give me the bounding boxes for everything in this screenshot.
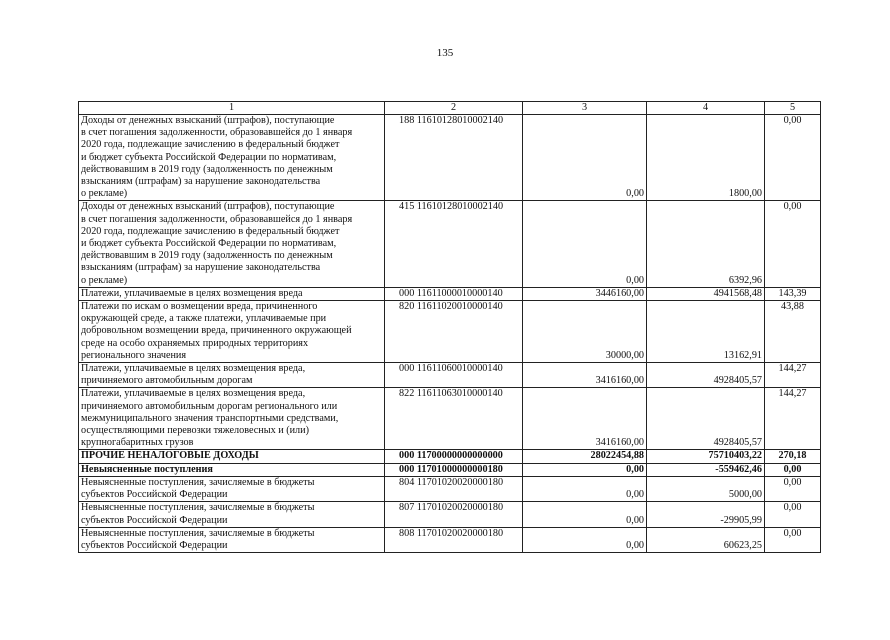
description-line: в счет погашения задолженности, образовавшейся до 1 января	[81, 127, 353, 139]
execution-percent: 0,00	[765, 502, 821, 527]
description-line: о рекламе)	[81, 188, 128, 200]
description-line: взысканиям (штрафам) за нарушение законодательства	[81, 176, 321, 188]
row-description	[79, 388, 385, 450]
description-line: причиняемого автомобильным дорогам регионального или	[81, 400, 338, 412]
table-row	[79, 115, 821, 201]
actual-amount: 4928405,57	[647, 388, 765, 450]
plan-amount: 0,00	[523, 201, 647, 287]
actual-amount: 1800,00	[647, 115, 765, 201]
description-line: действовавшим в 2019 году (задолженность по денежным	[81, 163, 333, 175]
description-line: Платежи, уплачиваемые в целях возмещения вреда,	[81, 388, 306, 400]
description-line: среде на особо охраняемых природных территориях	[81, 337, 309, 349]
execution-percent: 0,00	[765, 115, 821, 201]
table-row	[79, 301, 821, 363]
execution-percent: 43,88	[765, 301, 821, 363]
actual-amount: 13162,91	[647, 301, 765, 363]
description-line: осуществляющими перевозки тяжеловесных и (или)	[81, 425, 309, 437]
table-row	[79, 363, 821, 388]
row-description	[79, 363, 385, 388]
description-line: и бюджет субъекта Российской Федерации по нормативам,	[81, 238, 337, 250]
actual-amount: 5000,00	[647, 476, 765, 501]
description-line: Невыясненные поступления, зачисляемые в бюджеты	[81, 476, 315, 488]
actual-amount: -559462,46	[647, 463, 765, 476]
description-line: 2020 года, подлежащие зачислению в федеральный бюджет	[81, 225, 340, 237]
description-line: Невыясненные поступления, зачисляемые в бюджеты	[81, 502, 315, 514]
table-row	[79, 463, 821, 476]
table-row	[79, 527, 821, 552]
plan-amount: 3416160,00	[523, 363, 647, 388]
column-header-3: 3	[523, 102, 647, 115]
description-line: крупногабаритных грузов	[81, 437, 194, 449]
plan-amount: 0,00	[523, 476, 647, 501]
table-body	[79, 115, 821, 553]
execution-percent: 270,18	[765, 450, 821, 463]
description-line: взысканиям (штрафам) за нарушение законодательства	[81, 262, 321, 274]
execution-percent: 144,27	[765, 388, 821, 450]
plan-amount: 0,00	[523, 502, 647, 527]
actual-amount: 75710403,22	[647, 450, 765, 463]
table-header-row	[79, 102, 821, 115]
description-line: субъектов Российской Федерации	[81, 514, 228, 526]
row-description	[79, 450, 385, 463]
row-description	[79, 201, 385, 287]
classification-code: 188 11610128010002140	[385, 115, 523, 201]
row-description	[79, 502, 385, 527]
plan-amount: 3446160,00	[523, 287, 647, 300]
classification-code: 807 11701020020000180	[385, 502, 523, 527]
actual-amount: 4941568,48	[647, 287, 765, 300]
execution-percent: 0,00	[765, 201, 821, 287]
classification-code: 808 11701020020000180	[385, 527, 523, 552]
description-line: причиняемого автомобильным дорогам	[81, 375, 253, 387]
description-line: окружающей среде, а также платежи, уплачиваемые при	[81, 313, 327, 325]
row-description	[79, 287, 385, 300]
row-description	[79, 527, 385, 552]
plan-amount: 0,00	[523, 463, 647, 476]
plan-amount: 30000,00	[523, 301, 647, 363]
description-line: действовавшим в 2019 году (задолженность по денежным	[81, 250, 333, 262]
classification-code: 822 11611063010000140	[385, 388, 523, 450]
actual-amount: 4928405,57	[647, 363, 765, 388]
classification-code: 000 11701000000000180	[385, 463, 523, 476]
description-line: Доходы от денежных взысканий (штрафов), поступающие	[81, 115, 335, 126]
description-line: в счет погашения задолженности, образовавшейся до 1 января	[81, 213, 353, 225]
description-line: Доходы от денежных взысканий (штрафов), поступающие	[81, 201, 335, 213]
classification-code: 415 11610128010002140	[385, 201, 523, 287]
description-line: о рекламе)	[81, 274, 128, 286]
description-line: межмуниципального значения транспортными средствами,	[81, 412, 339, 424]
revenue-table	[78, 101, 821, 553]
column-header-5: 5	[765, 102, 821, 115]
description-line: регионального значения	[81, 349, 187, 361]
execution-percent: 0,00	[765, 527, 821, 552]
row-description	[79, 463, 385, 476]
table-row	[79, 388, 821, 450]
description-line: 2020 года, подлежащие зачислению в федеральный бюджет	[81, 139, 340, 151]
classification-code: 820 11611020010000140	[385, 301, 523, 363]
execution-percent: 0,00	[765, 476, 821, 501]
execution-percent: 0,00	[765, 463, 821, 476]
table-row	[79, 450, 821, 463]
table-row	[79, 502, 821, 527]
description-line: Платежи, уплачиваемые в целях возмещения вреда	[81, 287, 303, 299]
description-line: субъектов Российской Федерации	[81, 489, 228, 501]
column-header-4: 4	[647, 102, 765, 115]
description-line: Невыясненные поступления	[81, 463, 213, 475]
row-description	[79, 476, 385, 501]
description-line: ПРОЧИЕ НЕНАЛОГОВЫЕ ДОХОДЫ	[81, 450, 259, 462]
row-description	[79, 301, 385, 363]
description-line: добровольном возмещении вреда, причиненного окружающей	[81, 325, 352, 337]
actual-amount: 6392,96	[647, 201, 765, 287]
description-line: Платежи, уплачиваемые в целях возмещения вреда,	[81, 363, 306, 375]
description-line: Невыясненные поступления, зачисляемые в бюджеты	[81, 527, 315, 539]
classification-code: 000 11611060010000140	[385, 363, 523, 388]
table-row	[79, 476, 821, 501]
plan-amount: 0,00	[523, 115, 647, 201]
plan-amount: 0,00	[523, 527, 647, 552]
page-number: 135	[436, 47, 454, 59]
row-description	[79, 115, 385, 201]
plan-amount: 3416160,00	[523, 388, 647, 450]
column-header-2: 2	[385, 102, 523, 115]
table-row	[79, 287, 821, 300]
classification-code: 000 11611000010000140	[385, 287, 523, 300]
actual-amount: -29905,99	[647, 502, 765, 527]
classification-code: 000 11700000000000000	[385, 450, 523, 463]
description-line: и бюджет субъекта Российской Федерации по нормативам,	[81, 151, 337, 163]
execution-percent: 144,27	[765, 363, 821, 388]
classification-code: 804 11701020020000180	[385, 476, 523, 501]
table-row	[79, 201, 821, 287]
actual-amount: 60623,25	[647, 527, 765, 552]
execution-percent: 143,39	[765, 287, 821, 300]
description-line: субъектов Российской Федерации	[81, 539, 228, 551]
description-line: Платежи по искам о возмещении вреда, причиненного	[81, 301, 318, 313]
plan-amount: 28022454,88	[523, 450, 647, 463]
column-header-1: 1	[79, 102, 385, 115]
